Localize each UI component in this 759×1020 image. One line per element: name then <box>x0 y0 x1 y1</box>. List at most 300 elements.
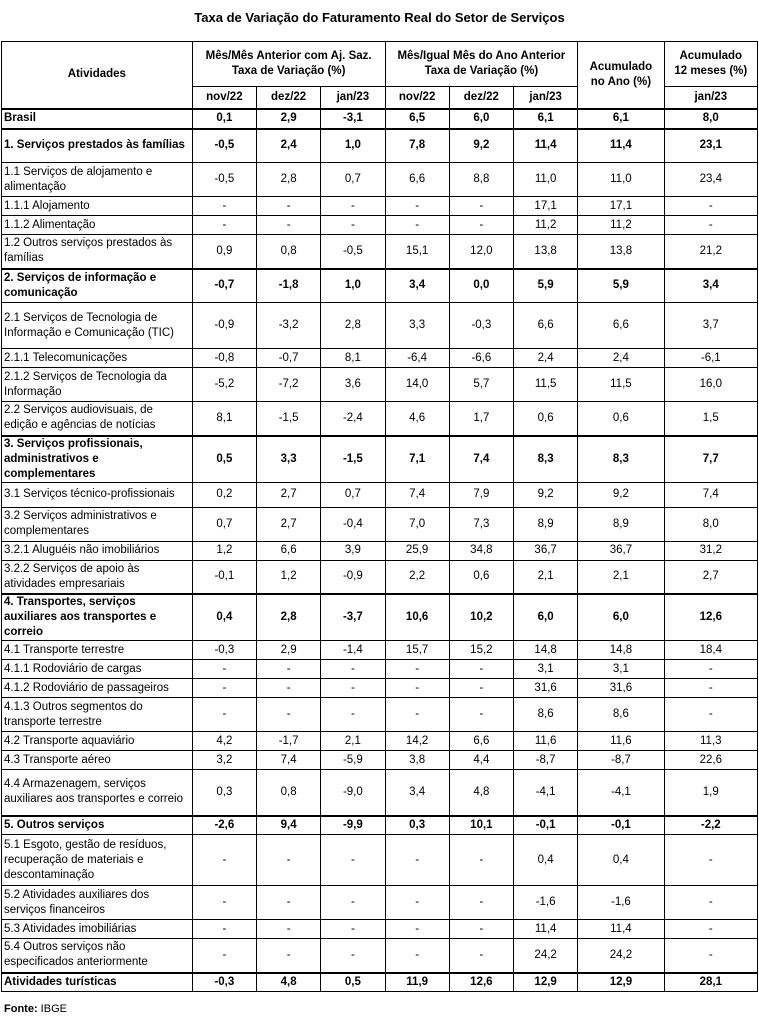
row-value: -0,7 <box>192 269 256 303</box>
row-value: 7,4 <box>257 751 321 770</box>
table-row <box>2 939 758 973</box>
row-value: 4,2 <box>192 732 256 751</box>
row-value: 14,0 <box>385 368 449 402</box>
row-value: - <box>321 216 385 235</box>
row-value: 9,2 <box>449 129 513 163</box>
row-value: 23,4 <box>664 163 757 197</box>
row-value: 0,5 <box>192 436 256 483</box>
row-value: 7,9 <box>449 482 513 507</box>
row-value: 10,1 <box>449 816 513 835</box>
row-value: - <box>664 216 757 235</box>
row-value: 12,9 <box>514 973 578 992</box>
row-value: - <box>664 835 757 886</box>
row-value: 6,6 <box>578 303 664 349</box>
row-value: 2,8 <box>321 303 385 349</box>
row-value: -7,2 <box>257 368 321 402</box>
row-label: 4.1.3 Outros segmentos do transporte terrestre <box>2 698 193 732</box>
row-value: - <box>664 679 757 698</box>
row-value: 31,6 <box>578 679 664 698</box>
row-value: 0,9 <box>192 235 256 269</box>
row-value: 2,7 <box>257 507 321 541</box>
table-row <box>2 732 758 751</box>
subheader-cell: jan/23 <box>514 87 578 109</box>
row-value: 8,9 <box>578 507 664 541</box>
row-label: 2.2 Serviços audiovisuais, de edição e agências de notícias <box>2 402 193 436</box>
row-label: 2. Serviços de informação e comunicação <box>2 269 193 303</box>
row-value: -9,0 <box>321 770 385 816</box>
row-value: 11,5 <box>514 368 578 402</box>
row-value: -1,6 <box>578 886 664 920</box>
row-value: 0,4 <box>192 594 256 641</box>
row-value: - <box>321 835 385 886</box>
row-value: 2,1 <box>578 560 664 594</box>
table-row <box>2 436 758 483</box>
subheader-cell: dez/22 <box>449 87 513 109</box>
row-value: -0,1 <box>192 560 256 594</box>
header-group-year-over-year <box>385 42 578 87</box>
table-row <box>2 482 758 507</box>
row-value: - <box>192 698 256 732</box>
row-value: 6,0 <box>514 594 578 641</box>
row-value: 0,1 <box>192 109 256 129</box>
row-label: Atividades turísticas <box>2 973 193 992</box>
header-group2-line1: Mês/Igual Mês do Ano Anterior <box>397 50 566 62</box>
row-value: 9,4 <box>257 816 321 835</box>
table-row <box>2 751 758 770</box>
row-value: 4,6 <box>385 402 449 436</box>
row-value: -9,9 <box>321 816 385 835</box>
row-value: - <box>664 886 757 920</box>
table-row <box>2 109 758 129</box>
row-value: -0,4 <box>321 507 385 541</box>
row-value: 0,8 <box>257 770 321 816</box>
row-value: 22,6 <box>664 751 757 770</box>
row-value: 0,3 <box>385 816 449 835</box>
row-value: -5,9 <box>321 751 385 770</box>
row-value: 2,9 <box>257 641 321 660</box>
table-row <box>2 886 758 920</box>
row-value: -3,2 <box>257 303 321 349</box>
row-value: -1,6 <box>514 886 578 920</box>
row-value: 0,6 <box>578 402 664 436</box>
header-group-month-over-month <box>192 42 385 87</box>
row-label: 3.1 Serviços técnico-profissionais <box>2 482 193 507</box>
row-value: - <box>449 835 513 886</box>
table-header <box>2 42 758 109</box>
row-value: -5,2 <box>192 368 256 402</box>
row-value: 5,9 <box>578 269 664 303</box>
table-row <box>2 641 758 660</box>
table-row <box>2 594 758 641</box>
row-value: -6,1 <box>664 349 757 368</box>
row-value: - <box>257 216 321 235</box>
row-label: 4.1 Transporte terrestre <box>2 641 193 660</box>
row-value: - <box>321 698 385 732</box>
row-value: 13,8 <box>514 235 578 269</box>
table-row <box>2 197 758 216</box>
row-value: 9,2 <box>578 482 664 507</box>
row-value: - <box>664 698 757 732</box>
table-row <box>2 163 758 197</box>
row-value: 3,1 <box>514 660 578 679</box>
row-value: 17,1 <box>578 197 664 216</box>
table-row <box>2 129 758 163</box>
row-value: 8,9 <box>514 507 578 541</box>
row-value: -0,7 <box>257 349 321 368</box>
subheader-cell: nov/22 <box>385 87 449 109</box>
row-value: 0,0 <box>449 269 513 303</box>
source-note <box>4 1003 67 1015</box>
row-value: -3,7 <box>321 594 385 641</box>
table-row <box>2 269 758 303</box>
row-value: 11,6 <box>514 732 578 751</box>
row-value: 7,7 <box>664 436 757 483</box>
row-value: - <box>385 939 449 973</box>
row-value: -1,5 <box>321 436 385 483</box>
row-value: 8,6 <box>578 698 664 732</box>
row-value: - <box>321 886 385 920</box>
row-value: 3,4 <box>385 770 449 816</box>
row-value: -0,3 <box>449 303 513 349</box>
table-row <box>2 920 758 939</box>
row-value: 6,1 <box>514 109 578 129</box>
row-label: 2.1.2 Serviços de Tecnologia da Informação <box>2 368 193 402</box>
row-value: - <box>449 216 513 235</box>
row-value: 2,8 <box>257 594 321 641</box>
row-value: 2,7 <box>664 560 757 594</box>
row-value: 3,4 <box>385 269 449 303</box>
header-acumulado-ano <box>578 42 664 109</box>
header-group2-line2: Taxa de Variação (%) <box>424 65 539 77</box>
row-label: 1.2 Outros serviços prestados às famílias <box>2 235 193 269</box>
row-label: 2.1.1 Telecomunicações <box>2 349 193 368</box>
row-value: 7,0 <box>385 507 449 541</box>
row-value: -0,5 <box>192 163 256 197</box>
header-group1-line1: Mês/Mês Anterior com Aj. Saz. <box>205 50 372 62</box>
row-value: 8,0 <box>664 109 757 129</box>
row-value: 24,2 <box>578 939 664 973</box>
row-value: 3,3 <box>257 436 321 483</box>
header-group1-line2: Taxa de Variação (%) <box>231 65 346 77</box>
row-value: 3,7 <box>664 303 757 349</box>
row-value: 8,8 <box>449 163 513 197</box>
row-label: 3.2.2 Serviços de apoio às atividades empresariais <box>2 560 193 594</box>
row-value: - <box>385 660 449 679</box>
row-value: - <box>257 835 321 886</box>
row-value: 2,1 <box>514 560 578 594</box>
row-value: -1,5 <box>257 402 321 436</box>
row-value: - <box>192 216 256 235</box>
row-label: 4.3 Transporte aéreo <box>2 751 193 770</box>
row-value: 5,7 <box>449 368 513 402</box>
row-value: 7,4 <box>664 482 757 507</box>
header-atividades: Atividades <box>2 42 193 109</box>
row-value: 0,6 <box>449 560 513 594</box>
row-label: 5.3 Atividades imobiliárias <box>2 920 193 939</box>
row-value: 11,0 <box>514 163 578 197</box>
row-value: 10,2 <box>449 594 513 641</box>
row-value: - <box>257 197 321 216</box>
row-label: 4.1.2 Rodoviário de passageiros <box>2 679 193 698</box>
row-value: 0,2 <box>192 482 256 507</box>
row-value: 14,8 <box>578 641 664 660</box>
row-label: 5.2 Atividades auxiliares dos serviços financeiros <box>2 886 193 920</box>
row-value: - <box>385 886 449 920</box>
row-label: 1.1.2 Alimentação <box>2 216 193 235</box>
source-value: IBGE <box>40 1003 67 1015</box>
row-value: - <box>449 886 513 920</box>
row-value: 11,0 <box>578 163 664 197</box>
row-value: 6,1 <box>578 109 664 129</box>
row-value: 3,1 <box>578 660 664 679</box>
row-value: - <box>257 698 321 732</box>
row-value: 6,0 <box>578 594 664 641</box>
row-value: 3,8 <box>385 751 449 770</box>
row-value: 12,9 <box>578 973 664 992</box>
row-value: 1,0 <box>321 269 385 303</box>
table-row <box>2 835 758 886</box>
row-value: 31,6 <box>514 679 578 698</box>
row-value: 1,7 <box>449 402 513 436</box>
row-value: - <box>257 679 321 698</box>
table-row <box>2 816 758 835</box>
row-label: 5.1 Esgoto, gestão de resíduos, recuperação de materiais e descontaminação <box>2 835 193 886</box>
row-value: 7,8 <box>385 129 449 163</box>
row-value: 11,2 <box>514 216 578 235</box>
row-value: 11,4 <box>514 920 578 939</box>
row-value: 12,6 <box>664 594 757 641</box>
row-value: - <box>192 679 256 698</box>
row-value: 24,2 <box>514 939 578 973</box>
row-value: 0,4 <box>578 835 664 886</box>
row-value: - <box>449 679 513 698</box>
row-value: 0,5 <box>321 973 385 992</box>
row-value: -0,1 <box>514 816 578 835</box>
row-value: -6,4 <box>385 349 449 368</box>
row-value: 11,6 <box>578 732 664 751</box>
row-value: -0,3 <box>192 973 256 992</box>
row-value: -0,1 <box>578 816 664 835</box>
row-value: -0,9 <box>192 303 256 349</box>
row-value: - <box>385 920 449 939</box>
row-value: 0,6 <box>514 402 578 436</box>
row-value: -1,4 <box>321 641 385 660</box>
table-row <box>2 560 758 594</box>
row-value: 1,0 <box>321 129 385 163</box>
table-row <box>2 216 758 235</box>
row-label: 4.2 Transporte aquaviário <box>2 732 193 751</box>
row-value: 4,4 <box>449 751 513 770</box>
row-value: -0,5 <box>321 235 385 269</box>
row-value: - <box>385 698 449 732</box>
header-acumulado-12-meses <box>664 42 757 87</box>
row-value: -8,7 <box>578 751 664 770</box>
row-value: - <box>257 939 321 973</box>
row-value: - <box>664 660 757 679</box>
row-value: - <box>664 920 757 939</box>
row-value: -2,6 <box>192 816 256 835</box>
row-value: 25,9 <box>385 541 449 560</box>
row-value: 16,0 <box>664 368 757 402</box>
row-value: - <box>449 698 513 732</box>
row-value: 15,2 <box>449 641 513 660</box>
row-value: 8,3 <box>514 436 578 483</box>
row-value: 2,4 <box>578 349 664 368</box>
row-value: -0,8 <box>192 349 256 368</box>
row-value: 8,1 <box>192 402 256 436</box>
row-value: -6,6 <box>449 349 513 368</box>
row-value: 11,4 <box>578 920 664 939</box>
row-value: 8,1 <box>321 349 385 368</box>
row-value: 1,2 <box>192 541 256 560</box>
row-value: -0,9 <box>321 560 385 594</box>
row-value: 2,1 <box>321 732 385 751</box>
table-row <box>2 660 758 679</box>
row-value: 6,6 <box>385 163 449 197</box>
header-acum-12-line2: 12 meses (%) <box>674 65 748 77</box>
row-label: 3.2 Serviços administrativos e complementares <box>2 507 193 541</box>
row-value: 0,7 <box>321 163 385 197</box>
header-acum-ano-line2: no Ano (%) <box>590 75 652 88</box>
row-value: 11,4 <box>578 129 664 163</box>
row-value: -8,7 <box>514 751 578 770</box>
source-label: Fonte: <box>4 1003 38 1015</box>
table-row <box>2 679 758 698</box>
row-value: 6,6 <box>257 541 321 560</box>
row-label: 3. Serviços profissionais, administrativos e complementares <box>2 436 193 483</box>
row-value: 11,4 <box>514 129 578 163</box>
row-value: 11,5 <box>578 368 664 402</box>
table-row <box>2 770 758 816</box>
row-value: 2,8 <box>257 163 321 197</box>
row-value: 18,4 <box>664 641 757 660</box>
table-row <box>2 507 758 541</box>
row-value: 3,4 <box>664 269 757 303</box>
row-value: 2,4 <box>257 129 321 163</box>
row-value: 1,9 <box>664 770 757 816</box>
row-label: 4. Transportes, serviços auxiliares aos transportes e correio <box>2 594 193 641</box>
row-value: - <box>257 886 321 920</box>
row-label: 5.4 Outros serviços não especificados anteriormente <box>2 939 193 973</box>
row-value: - <box>321 197 385 216</box>
subheader-cell: jan/23 <box>664 87 757 109</box>
row-value: - <box>449 920 513 939</box>
row-value: -3,1 <box>321 109 385 129</box>
row-value: 13,8 <box>578 235 664 269</box>
row-value: 7,1 <box>385 436 449 483</box>
row-value: 34,8 <box>449 541 513 560</box>
row-label: 1.1.1 Alojamento <box>2 197 193 216</box>
row-value: - <box>385 835 449 886</box>
table-title: Taxa de Variação do Faturamento Real do Setor de Serviços <box>194 10 565 25</box>
row-value: - <box>257 660 321 679</box>
subheader-cell: dez/22 <box>257 87 321 109</box>
row-label: 4.1.1 Rodoviário de cargas <box>2 660 193 679</box>
row-value: 15,7 <box>385 641 449 660</box>
row-value: 4,8 <box>449 770 513 816</box>
row-value: 36,7 <box>578 541 664 560</box>
table-row <box>2 973 758 992</box>
row-value: 0,4 <box>514 835 578 886</box>
row-value: -0,3 <box>192 641 256 660</box>
row-value: 2,4 <box>514 349 578 368</box>
row-value: - <box>192 660 256 679</box>
row-value: 14,8 <box>514 641 578 660</box>
row-value: 8,3 <box>578 436 664 483</box>
row-value: 7,4 <box>385 482 449 507</box>
row-value: 2,7 <box>257 482 321 507</box>
row-value: 1,5 <box>664 402 757 436</box>
row-value: 11,2 <box>578 216 664 235</box>
row-value: 0,7 <box>321 482 385 507</box>
row-value: 6,6 <box>514 303 578 349</box>
row-value: -2,2 <box>664 816 757 835</box>
row-value: 3,3 <box>385 303 449 349</box>
row-value: 0,3 <box>192 770 256 816</box>
row-value: 3,9 <box>321 541 385 560</box>
row-value: 0,8 <box>257 235 321 269</box>
row-value: - <box>449 197 513 216</box>
row-label: 3.2.1 Aluguéis não imobiliários <box>2 541 193 560</box>
row-value: 7,3 <box>449 507 513 541</box>
row-value: - <box>192 920 256 939</box>
row-value: 17,1 <box>514 197 578 216</box>
row-value: - <box>192 939 256 973</box>
table-row <box>2 402 758 436</box>
subheader-cell: jan/23 <box>321 87 385 109</box>
row-value: - <box>449 660 513 679</box>
row-value: 5,9 <box>514 269 578 303</box>
row-value: 12,6 <box>449 973 513 992</box>
data-table <box>1 41 758 992</box>
row-value: 10,6 <box>385 594 449 641</box>
row-value: - <box>192 886 256 920</box>
row-value: 2,9 <box>257 109 321 129</box>
table-row <box>2 303 758 349</box>
row-value: - <box>449 939 513 973</box>
row-value: -4,1 <box>578 770 664 816</box>
table-body <box>2 109 758 992</box>
row-value: - <box>321 660 385 679</box>
row-value: 6,6 <box>449 732 513 751</box>
row-label: 5. Outros serviços <box>2 816 193 835</box>
table-row <box>2 235 758 269</box>
row-label: 4.4 Armazenagem, serviços auxiliares aos transportes e correio <box>2 770 193 816</box>
row-value: 6,0 <box>449 109 513 129</box>
row-value: 8,0 <box>664 507 757 541</box>
row-value: - <box>321 679 385 698</box>
row-value: -1,7 <box>257 732 321 751</box>
row-value: - <box>321 920 385 939</box>
header-acum-ano-line1: Acumulado <box>589 60 653 73</box>
row-value: 9,2 <box>514 482 578 507</box>
row-value: -4,1 <box>514 770 578 816</box>
row-value: 31,2 <box>664 541 757 560</box>
row-label: 1. Serviços prestados às famílias <box>2 129 193 163</box>
table-row <box>2 698 758 732</box>
row-value: - <box>321 939 385 973</box>
row-label: Brasil <box>2 109 193 129</box>
row-label: 1.1 Serviços de alojamento e alimentação <box>2 163 193 197</box>
row-value: - <box>385 679 449 698</box>
row-value: - <box>257 920 321 939</box>
table-row <box>2 368 758 402</box>
row-value: 23,1 <box>664 129 757 163</box>
row-value: - <box>192 197 256 216</box>
row-value: -1,8 <box>257 269 321 303</box>
row-value: 11,9 <box>385 973 449 992</box>
row-value: 7,4 <box>449 436 513 483</box>
